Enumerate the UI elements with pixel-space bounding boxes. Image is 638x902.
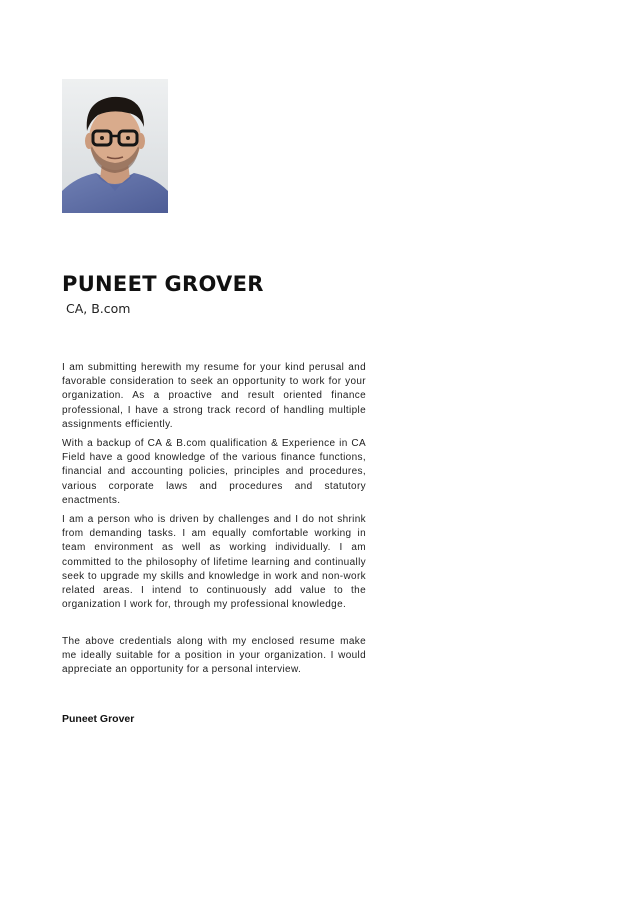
candidate-name: PUNEET GROVER [62,272,264,296]
portrait-photo-icon [62,79,168,213]
letter-paragraph-3: I am a person who is driven by challenges and I do not shrink from demanding tasks. I am equally comfortable working in team environment as well as working individually. I am committed to the philosophy of lifetime learning and continually seek to upgrade my skills and knowledge in work and non-work related areas. I intend to continuously add value to the organization I work for, through my professional knowledge. [62,514,366,611]
candidate-qualifications: CA, B.com [66,301,131,316]
signature-name: Puneet Grover [62,713,135,725]
letter-paragraph-4: The above credentials along with my enclosed resume make me ideally suitable for a position in your organization. I would appreciate an opportunity for a personal interview. [62,636,366,676]
profile-photo [62,79,168,213]
letter-paragraph-2: With a backup of CA & B.com qualification & Experience in CA Field have a good knowledge of the various finance functions, financial and accounting policies, principles and procedures, various corporate laws and procedures and statutory enactments. [62,438,366,506]
letter-paragraph-1: I am submitting herewith my resume for your kind perusal and favorable consideration to seek an opportunity to work for your organization. As a proactive and result oriented finance professional, I have a strong track record of handling multiple assignments efficiently. [62,362,366,430]
